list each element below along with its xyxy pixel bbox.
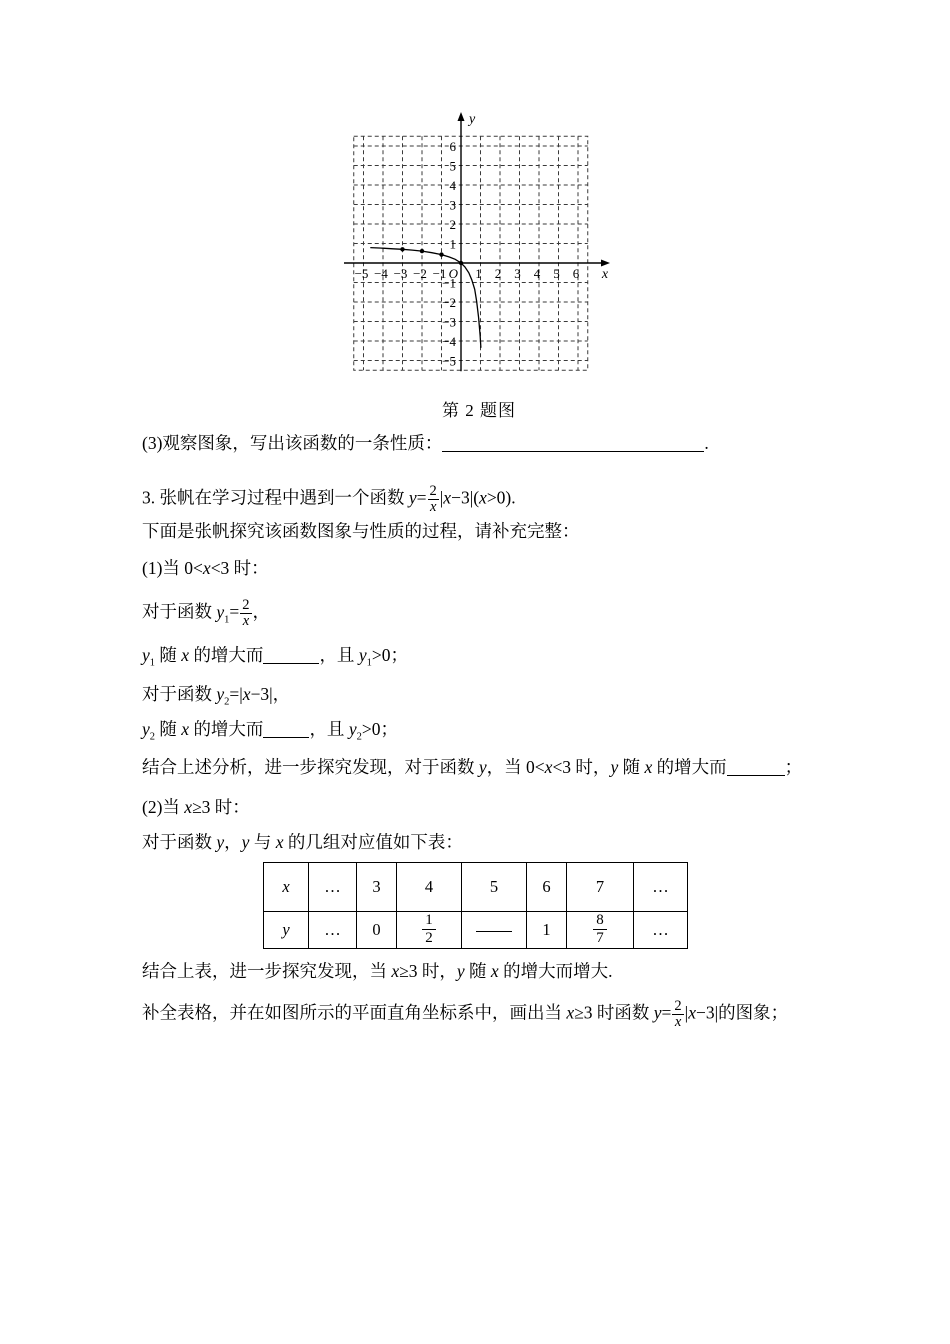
figure-question2 xyxy=(339,107,619,421)
math-variable: x xyxy=(566,1002,575,1023)
q3-mono1-line xyxy=(142,643,408,667)
table-cell: 4 xyxy=(397,863,462,912)
table-cell: 3 xyxy=(357,863,397,912)
table-cell: … xyxy=(634,863,688,912)
math-variable: x xyxy=(544,757,553,777)
math-variable: x xyxy=(181,645,190,665)
fill-in-blank xyxy=(263,662,319,664)
math-variable: x xyxy=(644,757,653,777)
svg-text:1: 1 xyxy=(449,236,456,252)
axis-tick-labels xyxy=(355,112,609,369)
math-variable: y xyxy=(408,487,417,508)
text-run: = xyxy=(661,1002,672,1023)
figure-caption: 第 2 题图 xyxy=(442,401,516,420)
math-variable-subscript: $y_2$ xyxy=(216,684,230,708)
table-row xyxy=(264,863,688,912)
math-variable: y xyxy=(241,832,250,852)
text-run: <3 时， xyxy=(552,757,611,777)
text-run: ≥3 时： xyxy=(192,797,250,817)
table-row xyxy=(264,912,688,949)
svg-text:−4: −4 xyxy=(442,334,456,349)
text-run: ，且 xyxy=(319,645,359,665)
math-fraction: $\frac{8}{7}$ xyxy=(593,912,607,948)
table-cell xyxy=(462,912,527,949)
svg-text:2: 2 xyxy=(449,217,456,232)
text-run: = xyxy=(416,487,427,508)
q3-conclusion2-line xyxy=(142,959,612,983)
svg-text:−1: −1 xyxy=(432,266,447,281)
text-run: 的增大而 xyxy=(189,719,264,739)
math-variable: y xyxy=(456,961,465,981)
math-variable: y xyxy=(610,757,619,777)
math-variable: x xyxy=(184,797,193,817)
text-run: −3|， xyxy=(250,684,291,704)
math-variable: y xyxy=(216,832,225,852)
text-run: | xyxy=(439,487,444,508)
math-variable: x xyxy=(479,487,487,508)
q3-table-intro-line xyxy=(142,830,463,854)
text-run: −3|的图象； xyxy=(695,1002,789,1023)
text-run: 的增大而增大. xyxy=(498,961,613,981)
q2-part3-line xyxy=(142,431,709,455)
table-cell: 6 xyxy=(527,863,567,912)
text-run: −3|( xyxy=(451,487,480,508)
text-run: 补全表格，并在如图所示的平面直角坐标系中，画出当 xyxy=(142,1002,567,1023)
svg-text:3: 3 xyxy=(449,197,456,213)
text-run: 与 xyxy=(249,832,276,852)
text-run: 随 xyxy=(618,757,645,777)
x-axis-label: x xyxy=(601,267,609,282)
text-run: >0). xyxy=(486,487,516,508)
math-variable: x xyxy=(181,719,190,739)
svg-text:−2: −2 xyxy=(442,295,456,310)
table-cell: … xyxy=(309,912,357,949)
q3-intro-line xyxy=(142,519,580,543)
text-run: (2)当 xyxy=(142,797,185,817)
svg-text:−5: −5 xyxy=(354,266,369,281)
math-variable-subscript: $y_2$ xyxy=(348,719,362,743)
math-variable: y xyxy=(282,919,290,939)
math-variable: x xyxy=(275,832,284,852)
text-run: 结合上述分析，进一步探究发现，对于函数 xyxy=(142,757,479,777)
math-variable-subscript: $y_2$ xyxy=(142,719,156,743)
text-run: (3)观察图象，写出该函数的一条性质： xyxy=(142,433,443,453)
values-table xyxy=(263,862,688,949)
text-run: 对于函数 xyxy=(142,684,217,704)
svg-text:6: 6 xyxy=(449,139,456,154)
text-run: >0； xyxy=(371,645,408,665)
text-run: ； xyxy=(784,757,803,777)
table-cell xyxy=(264,863,309,912)
table-cell: … xyxy=(634,912,688,949)
question2-coordinate-graph xyxy=(339,107,619,389)
svg-text:−3: −3 xyxy=(393,266,408,281)
svg-text:−5: −5 xyxy=(442,353,456,369)
text-run: 3. 张帆在学习过程中遇到一个函数 xyxy=(142,487,409,508)
svg-text:−3: −3 xyxy=(442,314,456,330)
math-fraction: $\frac{2}{x}$ xyxy=(674,998,682,1031)
svg-text:−4: −4 xyxy=(374,266,388,281)
svg-text:5: 5 xyxy=(449,158,456,174)
text-run: = xyxy=(229,601,240,622)
y-axis-label: y xyxy=(469,112,476,127)
math-fraction: $\frac{2}{x}$ xyxy=(429,483,437,516)
svg-text:4: 4 xyxy=(533,266,541,281)
fill-in-blank xyxy=(263,736,309,738)
text-run: ， xyxy=(224,832,242,852)
math-variable: x xyxy=(490,961,499,981)
table-cell: 0 xyxy=(357,912,397,949)
q3-func1-line xyxy=(142,598,270,629)
text-run: 结合上表，进一步探究发现，当 xyxy=(142,961,392,981)
text-run: 随 xyxy=(155,645,182,665)
fill-in-blank xyxy=(727,774,785,776)
math-variable: y xyxy=(478,757,487,777)
math-variable-subscript: $y_1$ xyxy=(216,601,230,626)
svg-text:6: 6 xyxy=(572,266,580,281)
math-fraction: $\frac{1}{2}$ xyxy=(422,912,436,948)
math-variable: x xyxy=(202,558,211,578)
text-run: 的几组对应值如下表： xyxy=(283,832,463,852)
fill-in-blank xyxy=(476,930,512,932)
math-fraction: $\frac{2}{x}$ xyxy=(242,597,250,630)
text-run: ，当 0< xyxy=(486,757,545,777)
math-variable: x xyxy=(688,1002,696,1023)
svg-text:−1: −1 xyxy=(442,275,456,291)
q3-mono2-line xyxy=(142,717,398,741)
svg-text:3: 3 xyxy=(514,266,521,281)
table-cell: 7 xyxy=(567,863,634,912)
math-variable: y xyxy=(653,1002,662,1023)
text-run: ， xyxy=(252,601,271,622)
q3-func2-line xyxy=(142,682,290,706)
q3-conclusion1-line xyxy=(142,755,802,779)
math-variable-subscript: $y_1$ xyxy=(358,645,372,669)
text-run: 随 xyxy=(464,961,491,981)
q3-part2-line xyxy=(142,795,250,819)
math-variable: x xyxy=(391,961,400,981)
svg-text:1: 1 xyxy=(475,266,482,281)
svg-text:5: 5 xyxy=(553,266,560,281)
text-run: 的增大而 xyxy=(652,757,727,777)
text-run: 对于函数 xyxy=(142,832,217,852)
text-run: (1)当 0< xyxy=(142,558,203,578)
origin-label: O xyxy=(448,266,458,281)
text-run: ≥3 时函数 xyxy=(574,1002,654,1023)
text-run: 下面是张帆探究该函数图象与性质的过程，请补充完整： xyxy=(142,521,580,541)
math-variable: x xyxy=(443,487,452,508)
table-cell: … xyxy=(309,863,357,912)
q3-statement-line xyxy=(142,484,516,515)
text-run: 随 xyxy=(155,719,182,739)
text-run: 的增大而 xyxy=(189,645,264,665)
text-run: | xyxy=(684,1002,689,1023)
table-cell: 5 xyxy=(462,863,527,912)
text-run: . xyxy=(704,433,709,453)
math-variable-subscript: $y_1$ xyxy=(142,645,156,669)
table-cell xyxy=(264,912,309,949)
text-run: 对于函数 xyxy=(142,601,217,622)
grid-lines xyxy=(354,136,588,370)
q3-final-line xyxy=(142,999,788,1030)
text-run: ≥3 时， xyxy=(399,961,457,981)
text-run: <3 时： xyxy=(210,558,269,578)
text-run: ，且 xyxy=(309,719,349,739)
svg-text:4: 4 xyxy=(449,178,456,193)
text-run: >0； xyxy=(361,719,398,739)
fill-in-blank xyxy=(442,450,704,452)
math-variable: x xyxy=(242,684,251,704)
table-cell xyxy=(397,912,462,949)
text-run: =| xyxy=(229,684,243,704)
math-variable: x xyxy=(282,877,290,896)
table-cell: 1 xyxy=(527,912,567,949)
q3-part1-line xyxy=(142,556,269,580)
table-cell xyxy=(567,912,634,949)
svg-text:2: 2 xyxy=(494,266,502,281)
svg-text:−2: −2 xyxy=(413,266,427,281)
